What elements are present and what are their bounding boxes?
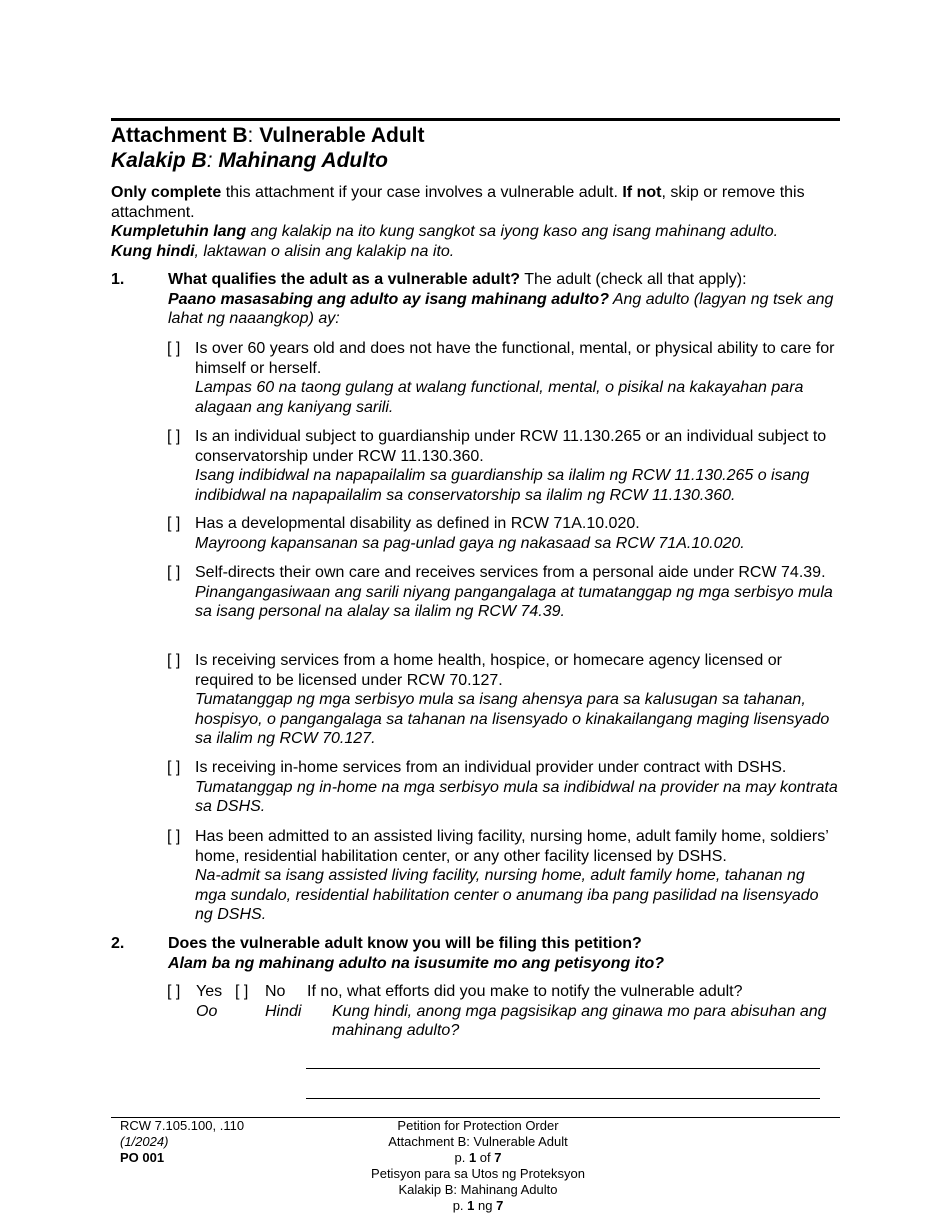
q1-tl-text: Ang adulto (lagyan ng tsek ang lahat ng naaangkop) ay: bbox=[168, 290, 834, 327]
title-tl-colon: : bbox=[206, 149, 213, 172]
title-tagalog bbox=[111, 148, 840, 174]
checkbox-home-health-services[interactable]: [ ] bbox=[167, 652, 181, 669]
option-admitted-facility bbox=[167, 827, 839, 925]
option-in-home-services bbox=[167, 758, 839, 817]
option-text-en: Is over 60 years old and does not have the functional, mental, or physical ability to care for himself or herself. bbox=[195, 340, 835, 377]
option-text-tl: Pinangangasiwaan ang sarili niyang pangangalaga at tumatanggap ng mga serbisyo mula sa isang personal na alalay sa ilalim ng RCW 74.39. bbox=[195, 583, 833, 620]
footer-title-tl-1: Petisyon para sa Utos ng Proteksyon bbox=[371, 1166, 585, 1181]
footer-center bbox=[328, 1118, 628, 1214]
question-1-tagalog bbox=[168, 290, 840, 329]
question-1-english bbox=[168, 270, 840, 290]
footer-date: (1/2024) bbox=[120, 1134, 169, 1149]
q1-tl-bold: Paano masasabing ang adulto ay isang mahinang adulto? bbox=[168, 290, 609, 308]
footer-form-id: PO 001 bbox=[120, 1150, 165, 1165]
followup-tagalog: Kung hindi, anong mga pagsisikap ang ginawa mo para abisuhan ang mahinang adulto? bbox=[332, 1002, 827, 1039]
option-text-en: Self-directs their own care and receives services from a personal aide under RCW 74.39. bbox=[195, 564, 826, 581]
option-text-tl: Mayroong kapansanan sa pag-unlad gaya ng nakasaad sa RCW 71A.10.020. bbox=[195, 534, 745, 552]
intro-tl-text1: ang kalakip na ito kung sangkot sa iyong kaso ang isang mahinang adulto. bbox=[246, 223, 779, 240]
intro-en-bold2: If not bbox=[622, 184, 662, 201]
option-self-directs-care bbox=[167, 563, 839, 622]
title-en-prefix: Attachment B bbox=[111, 124, 248, 147]
option-guardianship bbox=[167, 427, 839, 505]
intro-tagalog-2 bbox=[111, 242, 840, 262]
footer-rcw: RCW 7.105.100, .110 bbox=[120, 1118, 245, 1133]
yes-label-en: Yes bbox=[196, 983, 223, 1000]
option-text-tl: Na-admit sa isang assisted living facility, nursing home, adult family home, tahanan ng mga sundalo, residential habilitation center o anumang iba pang pasilidad na lisensyado ng DSHS. bbox=[195, 867, 819, 923]
answer-line-1[interactable] bbox=[306, 1068, 820, 1069]
followup-english: If no, what efforts did you make to notify the vulnerable adult? bbox=[307, 983, 743, 1000]
option-text-en: Has a developmental disability as defined in RCW 71A.10.020. bbox=[195, 515, 640, 532]
title-en-colon: : bbox=[247, 124, 254, 147]
no-checkbox[interactable]: [ ] bbox=[235, 983, 249, 1000]
intro-tagalog-1 bbox=[111, 222, 840, 242]
page-en-prefix: p. bbox=[454, 1150, 469, 1165]
yes-label-tl: Oo bbox=[196, 1002, 218, 1020]
option-text-tl: Tumatanggap ng in-home na mga serbisyo mula sa indibidwal na provider na may kontrata sa DSHS. bbox=[195, 778, 838, 815]
option-over-60 bbox=[167, 339, 839, 417]
intro-en-text2: , skip or remove this attachment. bbox=[111, 184, 805, 221]
option-text-en: Is an individual subject to guardianship under RCW 11.130.265 or an individual subject to conservatorship under RCW 11.130.360. bbox=[195, 428, 827, 465]
page-en-total: 7 bbox=[494, 1150, 502, 1165]
option-text-tl: Lampas 60 na taong gulang at walang functional, mental, o pisikal na kakayahan para alagaan ang kaniyang sarili. bbox=[195, 379, 804, 416]
page-tl-total: 7 bbox=[496, 1198, 504, 1213]
q1-en-bold: What qualifies the adult as a vulnerable adult? bbox=[168, 271, 521, 288]
footer-title-en-1: Petition for Protection Order bbox=[397, 1118, 559, 1133]
footer-left bbox=[120, 1118, 244, 1166]
option-developmental-disability bbox=[167, 514, 839, 553]
intro-tl-text2: , laktawan o alisin ang kalakip na ito. bbox=[194, 242, 455, 260]
footer-title-tl-2: Kalakip B: Mahinang Adulto bbox=[398, 1182, 558, 1197]
q1-en-text: The adult (check all that apply): bbox=[520, 271, 747, 288]
question-1-number: 1. bbox=[111, 271, 125, 288]
question-2 bbox=[111, 934, 840, 973]
option-text-en: Is receiving in-home services from an individual provider under contract with DSHS. bbox=[195, 759, 787, 776]
page-en-of: of bbox=[476, 1150, 495, 1165]
option-home-health-services bbox=[167, 651, 839, 749]
footer-page-tl bbox=[328, 1198, 628, 1214]
checkbox-admitted-facility[interactable]: [ ] bbox=[167, 828, 181, 845]
intro-tl-bold1: Kumpletuhin lang bbox=[111, 223, 247, 240]
notify-followup bbox=[307, 982, 839, 1041]
question-2-tagalog: Alam ba ng mahinang adulto na isusumite mo ang petisyong ito? bbox=[168, 954, 665, 972]
checkbox-over-60[interactable]: [ ] bbox=[167, 340, 181, 357]
no-label-tl: Hindi bbox=[265, 1002, 302, 1020]
intro-instructions bbox=[111, 183, 840, 261]
yes-label bbox=[196, 982, 222, 1021]
title-tl-suffix: Mahinang Adulto bbox=[212, 149, 388, 172]
answer-line-2[interactable] bbox=[306, 1098, 820, 1099]
page-tl-of: ng bbox=[474, 1198, 497, 1213]
title-english bbox=[111, 124, 840, 148]
title-en-suffix: Vulnerable Adult bbox=[253, 124, 425, 147]
intro-en-bold1: Only complete bbox=[111, 184, 222, 201]
question-1 bbox=[111, 270, 840, 329]
page-tl-prefix: p. bbox=[452, 1198, 468, 1213]
option-text-en: Has been admitted to an assisted living facility, nursing home, adult family home, soldiers’ home, residential habilitation center, or any other facility licensed by DSHS. bbox=[195, 828, 829, 865]
question-2-english: Does the vulnerable adult know you will be filing this petition? bbox=[168, 935, 642, 952]
footer-page-en bbox=[328, 1150, 628, 1166]
no-label bbox=[265, 982, 301, 1021]
no-label-en: No bbox=[265, 983, 286, 1000]
top-rule bbox=[111, 118, 840, 121]
page-tl-num: 1 bbox=[467, 1198, 475, 1213]
question-2-number: 2. bbox=[111, 935, 125, 952]
option-text-tl: Tumatanggap ng mga serbisyo mula sa isang ahensya para sa kalusugan sa tahanan, hospisyo, o pangangalaga sa tahanan na lisensyado o kinakailangang maging lisensyado sa ilalim ng RCW 70.127. bbox=[195, 691, 830, 747]
intro-tl-bold2: Kung hindi bbox=[111, 242, 195, 260]
title-tl-prefix: Kalakip B bbox=[111, 149, 207, 172]
checkbox-guardianship[interactable]: [ ] bbox=[167, 428, 181, 445]
checkbox-self-directs-care[interactable]: [ ] bbox=[167, 564, 181, 581]
intro-en-text1: this attachment if your case involves a vulnerable adult. bbox=[221, 184, 623, 201]
page-en-num: 1 bbox=[468, 1150, 477, 1165]
page-title bbox=[111, 124, 840, 174]
option-text-tl: Isang indibidwal na napapailalim sa guardianship sa ilalim ng RCW 11.130.265 o isang indibidwal na napapailalim sa conservatorship sa ilalim ng RCW 11.130.360. bbox=[195, 467, 810, 504]
footer-title-en-2: Attachment B: Vulnerable Adult bbox=[388, 1134, 568, 1149]
checkbox-developmental-disability[interactable]: [ ] bbox=[167, 515, 181, 532]
intro-english bbox=[111, 183, 840, 222]
option-text-en: Is receiving services from a home health, hospice, or homecare agency licensed or required to be licensed under RCW 70.127. bbox=[195, 652, 782, 689]
checkbox-in-home-services[interactable]: [ ] bbox=[167, 759, 181, 776]
yes-checkbox[interactable]: [ ] bbox=[167, 983, 181, 1000]
